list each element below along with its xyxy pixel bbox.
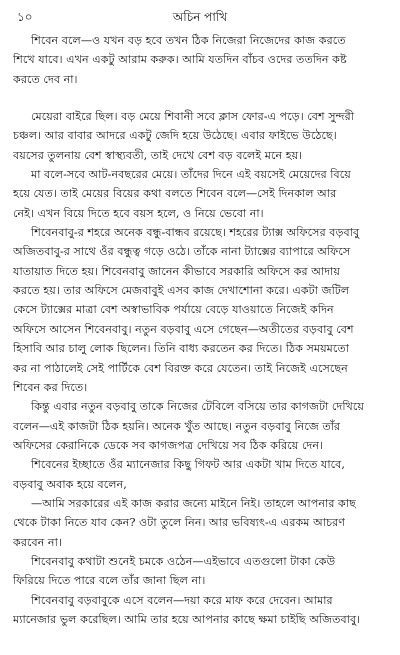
page-number: ১০ xyxy=(17,10,33,24)
text-line: থেকে টাকা নিতে যাব কেন? ওটা তুলে নিন। আর ভবিষ্যৎ-এ এরকম আচরণ xyxy=(13,516,346,530)
text-line: —আমি সরকারের এই কাজ করার জন্যে মাইনে নিই। তাহলে আপনার কাছ xyxy=(31,496,356,510)
paragraph-8 xyxy=(13,552,391,591)
paragraph-5 xyxy=(13,397,391,455)
paragraph-gap xyxy=(13,89,391,107)
page-header xyxy=(16,9,384,27)
text-line: বড়বাবু অবাক হয়ে বলেন, xyxy=(13,477,127,491)
text-line: করবেন না। xyxy=(13,535,62,549)
running-title: অচিন পাখি xyxy=(172,10,228,24)
text-line: শিবেনবাবু বড়বাবুকে এসে বলেন—দয়া করে মাফ করে দেবেন। আমার xyxy=(31,593,333,607)
text-line: মেয়েরা বাইরে ছিল। বড় মেয়ে শিবানী সবে ক্লাস ফোর-এ পড়ে। বেশ সুন্দরী xyxy=(31,110,354,124)
paragraph-6 xyxy=(13,455,391,494)
text-line: কিন্তু এবার নতুন বড়বাবু তাকে নিজের টেবিলে বসিয়ে তার কাগজটা দেখিয়ে xyxy=(31,400,364,414)
text-line: শিবেন বলে—ও যখন বড় হবে তখন ঠিক নিজেরা নিজেদের কাজ করতে xyxy=(31,34,346,47)
paragraph-4 xyxy=(13,223,391,397)
text-line: অফিসে আসেন শিবেনবাবু। নতুন বড়বাবু এসে গেছেন—অতীতের বড়বাবু বেশ xyxy=(13,322,354,336)
text-line: কর না পাঠালেই সেই পার্টিকে বেশ বিরক্ত করে যেতেন। তাই নিজেই এসেছেন xyxy=(13,361,348,375)
text-line: হয়ে যেত। তাই মেয়ের বিয়ের কথা বলতে শিবেন বলে—সেই দিনকাল আর xyxy=(13,187,337,201)
paragraph-3 xyxy=(13,165,391,223)
book-text xyxy=(13,31,391,629)
text-line: শিবেনবাবু-র শহরে অনেক বন্ধু-বান্ধব রয়েছে। শহরের ট্যাক্স অফিসের বড়বাবু xyxy=(31,226,360,240)
text-line: অজিতবাবু-র সাথে ওঁর বন্ধুত্ব গড়ে ওঠে। তাঁকে নানা ট্যাক্সের ব্যাপারে অফিসে xyxy=(13,245,351,259)
text-line: যাতায়াত দিতে হয়। শিবেনবাবু জানেন কীভাবে সরকারি অফিসে কর আদায় xyxy=(13,264,341,278)
text-line: চঞ্চল। আর বাবার আদরে একটু জেদি হয়ে উঠেছে। এবার ফাইভে উঠেছে। xyxy=(13,129,337,143)
text-line: নেই। এখন বিয়ে দিতে হবে বয়স হলে, ও নিয়ে ভেবো না। xyxy=(13,206,264,220)
text-line: শিখে যাবে। এখন একটু আরাম করুক। আমি যতদিন বাঁচব ওদের ততদিন কষ্ট xyxy=(13,53,347,67)
text-line: শিবেনবাবু কথাটা শুনেই চমকে ওঠেন—এইভাবে এতগুলো টাকা কেউ xyxy=(31,554,336,568)
text-line: ম্যানেজার ভুল করেছিল। আমি তার হয়ে আপনার কাছে ক্ষমা চাইছি অজিতবাবু। xyxy=(13,612,361,626)
text-line: করতে হয়। তার অফিসে মেজবাবুই এসব কাজ দেখাশোনা করে। একটা জটিল xyxy=(13,284,350,298)
text-line: ফিরিয়ে দিতে পারে বলে তাঁর জানা ছিল না। xyxy=(13,574,206,588)
text-line: শিবেনের ইচ্ছাতে ওঁর ম্যানেজার কিছু গিফট আর একটা খাম দিতে যাবে, xyxy=(31,458,345,472)
text-line: করতে দেব না। xyxy=(13,72,78,86)
text-line: মা বলে-সবে আট-নবছরের মেয়ে। তাঁদের দিনে এই বয়সেই মেয়েদের বিয়ে xyxy=(31,168,351,182)
text-line: বয়সের তুলনায় বেশ স্বাস্থ্যবতী, তাই দেখে বেশ বড় বলেই মনে হয়। xyxy=(13,148,303,162)
paragraph-2 xyxy=(13,107,391,165)
text-line: অফিসের কেরানিকে ডেকে সব কাগজপত্র দেখিয়ে সব ঠিক করিয়ে দেন। xyxy=(13,438,324,452)
text-line: কেসে ট্যাক্সের মাত্রা বেশ অস্বাভাবিক পর্যায়ে বেড়ে যাওয়াতে নিজেই কদিন xyxy=(13,303,334,317)
paragraph-1 xyxy=(13,31,391,89)
text-line: হিসাবি আর চালু লোক ছিলেন। তিনি বাধ্য করতেন কর দিতে। ঠিক সময়মতো xyxy=(13,342,350,356)
text-line: বলেন—এই কাজটা ঠিক হয়নি। অনেক খুঁত আছে। নতুন বড়বাবু নিজে তাঁর xyxy=(13,419,341,433)
paragraph-9 xyxy=(13,591,391,630)
paragraph-7 xyxy=(13,494,391,552)
text-line: শিবেন কর দিতে। xyxy=(13,380,88,394)
